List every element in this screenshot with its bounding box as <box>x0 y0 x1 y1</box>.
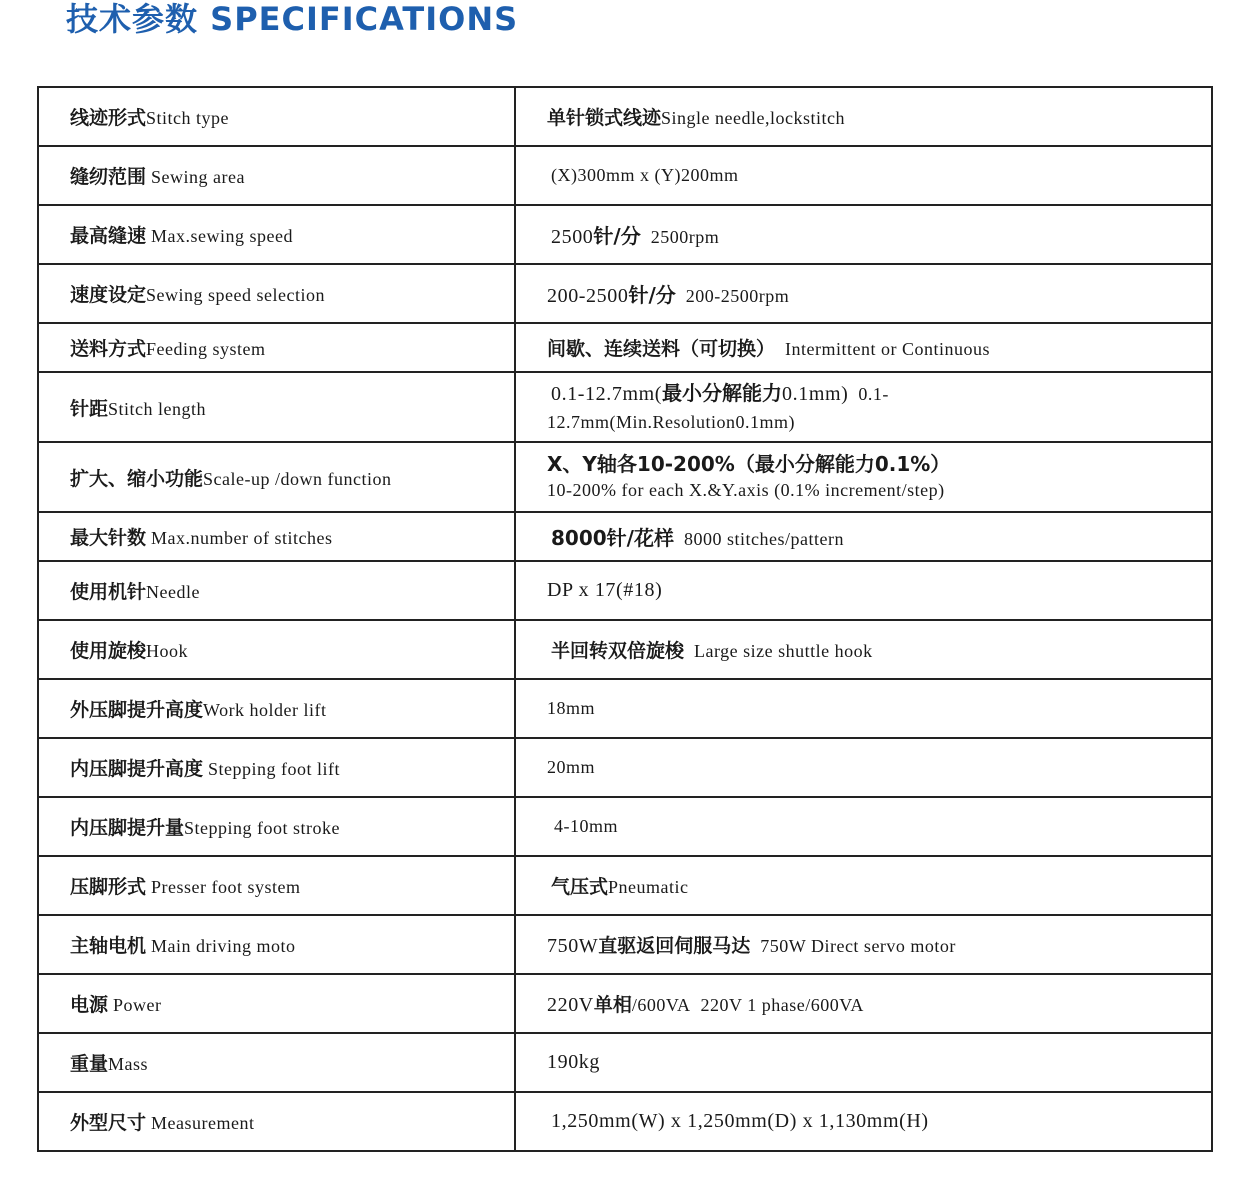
value-num: 2500 <box>551 226 594 248</box>
value-cn: 最小分解能力 <box>662 380 783 405</box>
spec-row-power <box>38 974 1212 1033</box>
label-en: Hook <box>146 641 189 661</box>
spec-row-sewing-area <box>38 146 1212 205</box>
spec-label <box>38 679 515 738</box>
label-en: Mass <box>108 1054 149 1074</box>
label-cn: 主轴电机 <box>70 935 147 957</box>
value-en: 200-2500rpm <box>685 286 790 306</box>
label-en: Power <box>108 995 162 1015</box>
label-en: Work holder lift <box>203 700 327 720</box>
label-cn: 使用旋梭 <box>70 640 147 662</box>
spec-label <box>38 561 515 620</box>
value-num: 8000 <box>551 526 607 550</box>
value-line-1 <box>547 380 1211 409</box>
spec-row-main-driving-motor <box>38 915 1212 974</box>
spec-row-scale-function <box>38 442 1212 512</box>
spec-row-max-stitches <box>38 512 1212 561</box>
spec-row-feeding-system <box>38 323 1212 372</box>
label-en: Needle <box>146 582 200 602</box>
label-cn: 缝纫范围 <box>70 166 147 188</box>
spec-label <box>38 87 515 146</box>
spec-label <box>38 323 515 372</box>
label-cn: 重量 <box>70 1053 109 1075</box>
label-cn: 速度设定 <box>70 284 147 306</box>
label-cn: 最高缝速 <box>70 225 147 247</box>
spec-value <box>515 620 1212 679</box>
label-en: Max.sewing speed <box>146 226 293 246</box>
page-title: 技术参数 SPECIFICATIONS <box>66 0 519 38</box>
spec-label <box>38 856 515 915</box>
spec-label <box>38 1033 515 1092</box>
value-main: (X)300mm x (Y)200mm <box>551 165 739 185</box>
value-num: 750W <box>547 935 599 957</box>
value-main: 4-10mm <box>554 816 618 836</box>
spec-value <box>515 264 1212 323</box>
value-line-2: 12.7mm(Min.Resolution0.1mm) <box>547 411 796 432</box>
spec-label <box>38 512 515 561</box>
spec-value <box>515 679 1212 738</box>
label-en: Stitch length <box>108 398 207 419</box>
label-en: Main driving moto <box>146 936 296 956</box>
spec-row-mass <box>38 1033 1212 1092</box>
value-en: 220V 1 phase/600VA <box>700 995 864 1015</box>
value-main: 18mm <box>547 698 596 718</box>
spec-label <box>38 146 515 205</box>
spec-label <box>38 620 515 679</box>
spec-label <box>38 442 515 512</box>
label-cn: 送料方式 <box>70 338 147 360</box>
value-cn: 单针锁式线迹 <box>547 107 662 129</box>
value-num: 0.1-12.7mm( <box>551 382 663 405</box>
spec-row-needle <box>38 561 1212 620</box>
value-cn: 直驱返回伺服马达 <box>598 935 751 957</box>
spec-row-speed-selection <box>38 264 1212 323</box>
spec-value <box>515 205 1212 264</box>
spec-row-hook <box>38 620 1212 679</box>
spec-value <box>515 372 1212 442</box>
label-cn: 外压脚提升高度 <box>70 699 204 721</box>
value-line-1: X、Y轴各10-200%（最小分解能力0.1%） <box>547 452 951 476</box>
spec-row-stepping-foot-lift <box>38 738 1212 797</box>
value-en: Large size shuttle hook <box>694 641 873 661</box>
label-cn: 内压脚提升高度 <box>70 758 204 780</box>
spec-value <box>515 1092 1212 1151</box>
spec-label <box>38 1092 515 1151</box>
value-cn: 单相 <box>593 994 632 1016</box>
spec-label <box>38 797 515 856</box>
specifications-table <box>37 86 1213 1152</box>
value-num: 220V <box>547 994 594 1016</box>
label-en: Feeding system <box>146 339 266 359</box>
spec-row-measurement <box>38 1092 1212 1151</box>
value-main: 20mm <box>547 757 596 777</box>
value-en: 750W Direct servo motor <box>760 936 956 956</box>
spec-row-stitch-type <box>38 87 1212 146</box>
spec-label <box>38 915 515 974</box>
spec-value <box>515 512 1212 561</box>
label-en: Max.number of stitches <box>146 528 333 548</box>
spec-value <box>515 856 1212 915</box>
spec-value <box>515 738 1212 797</box>
spec-value <box>515 1033 1212 1092</box>
label-en: Measurement <box>146 1113 255 1133</box>
value-en: 2500rpm <box>650 227 720 247</box>
spec-row-stitch-length <box>38 372 1212 442</box>
value-cn: 针/分 <box>593 224 641 248</box>
value-main: DP x 17(#18) <box>547 579 663 601</box>
label-en: Sewing speed selection <box>146 285 325 305</box>
value-num: 200-2500 <box>547 285 629 307</box>
label-cn: 最大针数 <box>70 527 147 549</box>
spec-value <box>515 561 1212 620</box>
spec-label <box>38 974 515 1033</box>
value-cn: 针/花样 <box>606 526 674 550</box>
value-cn: 针/分 <box>628 283 676 307</box>
label-en: Stitch type <box>146 108 230 128</box>
label-cn: 电源 <box>70 994 109 1016</box>
value-cn: 半回转双倍旋梭 <box>551 640 685 662</box>
label-en: Sewing area <box>146 167 245 187</box>
spec-label <box>38 264 515 323</box>
label-cn: 外型尺寸 <box>70 1112 147 1134</box>
spec-value <box>515 442 1212 512</box>
value-en: 8000 stitches/pattern <box>683 529 844 549</box>
value-num-2: 0.1mm) <box>782 382 849 405</box>
value-en: Single needle,lockstitch <box>661 108 845 128</box>
spec-label <box>38 738 515 797</box>
label-en: Scale-up /down function <box>203 468 392 489</box>
label-cn: 内压脚提升量 <box>70 817 185 839</box>
value-main: 190kg <box>547 1051 600 1073</box>
spec-value <box>515 974 1212 1033</box>
spec-label <box>38 205 515 264</box>
label-en: Stepping foot lift <box>203 759 341 779</box>
label-cn: 使用机针 <box>70 581 147 603</box>
spec-value <box>515 87 1212 146</box>
label-en: Stepping foot stroke <box>184 818 341 838</box>
value-cn: 间歇、连续送料（可切换） <box>547 338 776 360</box>
label-cn: 针距 <box>70 397 109 420</box>
spec-value <box>515 915 1212 974</box>
spec-label <box>38 372 515 442</box>
spec-value <box>515 323 1212 372</box>
value-line-2: 10-200% for each X.&Y.axis (0.1% increment/step) <box>547 480 945 500</box>
spec-value <box>515 146 1212 205</box>
spec-value <box>515 797 1212 856</box>
value-en: Intermittent or Continuous <box>785 339 990 359</box>
value-main: 1,250mm(W) x 1,250mm(D) x 1,130mm(H) <box>551 1110 929 1132</box>
spec-row-presser-foot-system <box>38 856 1212 915</box>
value-en: Pneumatic <box>608 877 689 897</box>
label-cn: 扩大、缩小功能 <box>70 467 204 490</box>
label-cn: 线迹形式 <box>70 107 147 129</box>
label-en: Presser foot system <box>146 877 301 897</box>
value-en: 0.1- <box>858 383 889 404</box>
label-cn: 压脚形式 <box>70 876 147 898</box>
spec-row-max-sewing-speed <box>38 205 1212 264</box>
value-cn: 气压式 <box>551 876 609 898</box>
spec-row-stepping-foot-stroke <box>38 797 1212 856</box>
spec-row-work-holder-lift <box>38 679 1212 738</box>
value-num-2: /600VA <box>631 995 691 1015</box>
